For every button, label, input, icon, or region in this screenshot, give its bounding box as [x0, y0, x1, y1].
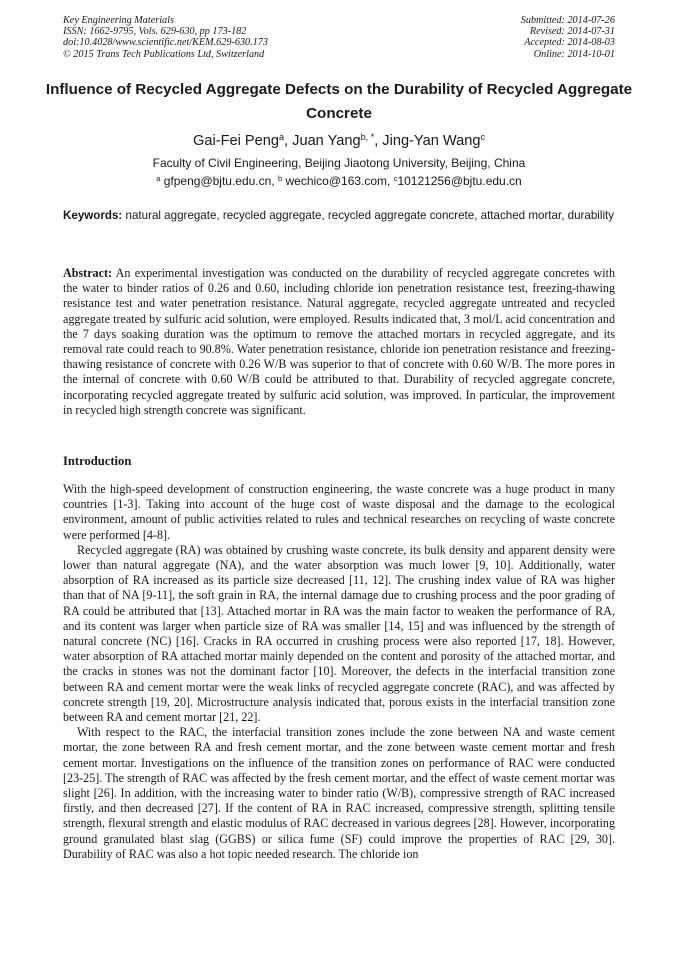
keywords-text: natural aggregate, recycled aggregate, recycled aggregate concrete, attached mortar, durability: [125, 209, 615, 222]
introduction-body: [63, 482, 615, 862]
keywords-label: Keywords:: [63, 209, 123, 222]
email-link[interactable]: 10121256@bjtu.edu.cn: [397, 174, 522, 188]
date-revised: Revised: 2014-07-31: [529, 26, 615, 38]
intro-paragraph: Recycled aggregate (RA) was obtained by crushing waste concrete, its bulk density and apparent density were lower than natural aggregate (NA), and the water absorption was much lower [9, 10]. Additionally, water absorption of RA increased as its particle size decreased [11, 12]. The crushing index value of RA was higher than that of NA [9-11], the soft grain in RA, the internal damage due to crushing process and the poor grading of RA could be attributed that [13]. Attached mortar in RA was the main factor to weaken the performance of RA, and its content was larger when particle size of RA was smaller [14, 15] and was influenced by the strength of natural concrete (NC) [16]. Cracks in RA occurred in crushing process were also reported [17, 18]. However, water absorption of RA attached mortar mainly depended on the content and porosity of the attached mortar, and the cracks in stones was not the dominant factor [10]. Moreover, the defects in the interfacial transition zone between RA and cement mortar were the weak links of recycled aggregate concrete (RAC), and was affected by concrete strength [19, 20]. Microstructure analysis indicated that, porous exists in the interfacial transition zone between RA and cement mortar [21, 22].: [63, 542, 615, 725]
email-sup: a: [156, 173, 161, 183]
author-name: Juan Yang: [292, 133, 361, 149]
intro-paragraph: With the high-speed development of construction engineering, the waste concrete was a huge product in many countries [1-3]. Taking into account of the huge cost of waste disposal and the damage to the ecological environment, amount of public activities related to rules and technical researches on recycling of waste concrete were performed [4-8].: [63, 482, 615, 542]
date-online: Online: 2014-10-01: [533, 48, 615, 60]
intro-paragraph: With respect to the RAC, the interfacial transition zones include the zone between NA and waste cement mortar, the zone between RA and fresh cement mortar, and the zone between waste cement mortar and fresh cement mortar. Investigations on the influence of the transition zones on performance of RAC were conducted [23-25]. The strength of RAC was affected by the fresh cement mortar, and the effect of waste cement mortar was slight [26]. In addition, with the increasing water to binder ratio (W/B), compressive strength of RAC increased firstly, and then decreased [27]. If the content of RA in RAC increased, compressive strength, splitting tensile strength, flexural strength and elastic modulus of RAC decreased in various degrees [28]. However, incorporating ground granulated blast slag (GGBS) or silica fume (SF) could improve the properties of RAC [29, 30]. Durability of RAC was also a hot topic needed research. The chloride ion: [63, 725, 615, 861]
submission-dates: [521, 15, 615, 60]
section-heading-introduction: Introduction: [63, 454, 132, 468]
abstract-label: Abstract:: [63, 266, 113, 280]
email-link[interactable]: wechico@163.com,: [285, 174, 394, 188]
email-link[interactable]: gfpeng@bjtu.edu.cn,: [163, 174, 278, 188]
affiliation: Faculty of Civil Engineering, Beijing Jiaotong University, Beijing, China: [152, 156, 526, 170]
date-accepted: Accepted: 2014-08-03: [524, 37, 615, 49]
author-emails: [40, 173, 638, 190]
keywords: [63, 208, 615, 225]
author-sep: ,: [374, 133, 383, 149]
abstract: [63, 266, 615, 418]
author-sup: b, *: [360, 132, 375, 143]
paper-title: Influence of Recycled Aggregate Defects on the Durability of Recycled Aggregate Concrete: [45, 81, 633, 122]
abstract-text: An experimental investigation was conducted on the durability of recycled aggregate concretes with the water to binder ratios of 0.26 and 0.60, including chloride ion penetration resistance test, freezing-thawing resistance test and water penetration resistance. Natural aggregate, recycled aggregate untreated and recycled aggregate treated by sulfuric acid solution, were employed. Results indicated that, 3 mol/L acid concentration and the 7 days soaking duration was the optimum to remove the attached mortars in recycled aggregate, and its removal rate could reach to 90.8%. Water penetration resistance, chloride ion penetration resistance and freezing-thawing resistance of concrete with 0.26 W/B was superior to that of concrete with 0.60 W/B. The more pores in the internal of concrete with 0.60 W/B could be attributed to that. Durability of recycled aggregate concrete, incorporating recycled aggregate treated by sulfuric acid solution, was improved. In particular, the improvement in recycled high strength concrete was significant.: [63, 266, 616, 417]
author-sup: a: [279, 132, 285, 143]
journal-info: [63, 15, 268, 60]
author-sep: ,: [284, 133, 293, 149]
author-name: Jing-Yan Wang: [382, 133, 481, 149]
author-sup: c: [480, 132, 485, 143]
email-sup: c: [393, 173, 398, 183]
journal-copyright: © 2015 Trans Tech Publications Ltd, Switzerland: [63, 48, 265, 60]
journal-name: Key Engineering Materials: [63, 15, 174, 26]
journal-issn: ISSN: 1662-9795, Vols. 629-630, pp 173-182: [63, 26, 247, 38]
email-sup: b: [278, 173, 283, 183]
journal-doi[interactable]: doi:10.4028/www.scientific.net/KEM.629-630.173: [63, 37, 268, 49]
author-list: [40, 131, 638, 151]
author-name: Gai-Fei Peng: [193, 133, 279, 149]
date-submitted: Submitted: 2014-07-26: [520, 15, 615, 26]
